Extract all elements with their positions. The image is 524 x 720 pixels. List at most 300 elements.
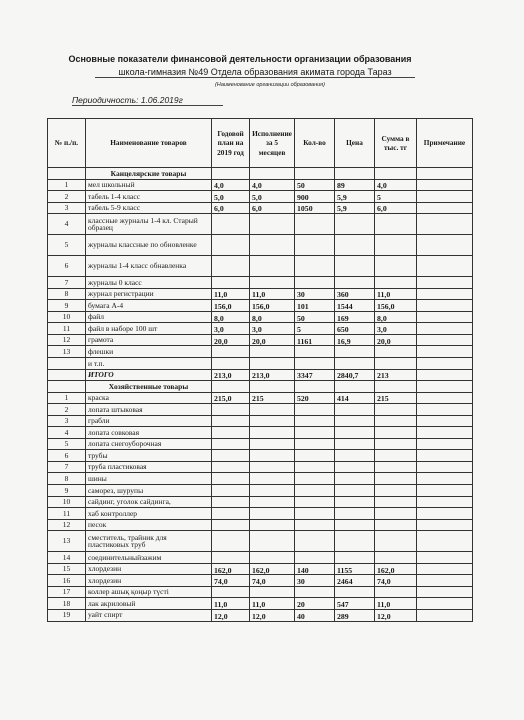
qty-value: 101 (295, 300, 335, 312)
note-value (417, 288, 473, 300)
note-value (417, 179, 473, 191)
sum-value (375, 531, 417, 552)
note-value (417, 473, 473, 485)
sum-value: 5 (375, 191, 417, 203)
item-name: лопата штыковая (86, 404, 212, 416)
qty-value: 20 (295, 598, 335, 610)
exec-value: 162,0 (250, 563, 295, 575)
exec-value: 5,0 (250, 191, 295, 203)
price-value (335, 427, 375, 439)
row-number: 9 (48, 485, 86, 497)
item-name: лопата снегоуборочная (86, 438, 212, 450)
qty-value: 900 (295, 191, 335, 203)
row-number: 9 (48, 300, 86, 312)
note-value (417, 256, 473, 277)
sum-value: 156,0 (375, 300, 417, 312)
row-number: 2 (48, 404, 86, 416)
exec-value (250, 586, 295, 598)
item-name: саморез, шурупы (86, 485, 212, 497)
plan-value: 11,0 (212, 288, 250, 300)
exec-value (250, 277, 295, 289)
table-row (48, 256, 473, 277)
exec-value (250, 256, 295, 277)
qty-value (295, 586, 335, 598)
price-value: 89 (335, 179, 375, 191)
row-number: 18 (48, 598, 86, 610)
plan-value (212, 235, 250, 256)
note-value (417, 485, 473, 497)
plan-value: 8,0 (212, 311, 250, 323)
plan-value: 11,0 (212, 598, 250, 610)
section-title: Хозяйственные товары (86, 381, 212, 393)
row-number: 3 (48, 415, 86, 427)
plan-value: 3,0 (212, 323, 250, 335)
exec-value: 6,0 (250, 202, 295, 214)
item-name: журналы 1-4 класс обнавленка (86, 256, 212, 277)
qty-value: 40 (295, 609, 335, 621)
plan-value (212, 358, 250, 370)
row-number: 4 (48, 214, 86, 235)
exec-value (250, 235, 295, 256)
table-row (48, 519, 473, 531)
plan-value: 5,0 (212, 191, 250, 203)
price-value (335, 438, 375, 450)
plan-value (212, 473, 250, 485)
section-title: Канцелярские товары (86, 168, 212, 180)
note-value (417, 311, 473, 323)
price-value: 289 (335, 609, 375, 621)
item-name: классные журналы 1-4 кл. Старый образец (86, 214, 212, 235)
plan-value: 4,0 (212, 179, 250, 191)
row-number: 7 (48, 277, 86, 289)
table-row (48, 485, 473, 497)
item-name: песок (86, 519, 212, 531)
item-name: уайт спирт (86, 609, 212, 621)
table-row (48, 461, 473, 473)
table-header-row (48, 119, 473, 168)
sum-value (375, 519, 417, 531)
sum-value (375, 415, 417, 427)
plan-value (212, 404, 250, 416)
note-value (417, 598, 473, 610)
price-value (335, 346, 375, 358)
qty-value (295, 461, 335, 473)
plan-value (212, 586, 250, 598)
row-number: 1 (48, 392, 86, 404)
row-number: 6 (48, 256, 86, 277)
row-number: 5 (48, 235, 86, 256)
row-number: 11 (48, 323, 86, 335)
table-row (48, 392, 473, 404)
item-name: шины (86, 473, 212, 485)
row-number: 12 (48, 334, 86, 346)
row-number: 10 (48, 311, 86, 323)
price-value (335, 450, 375, 462)
table-row (48, 438, 473, 450)
sum-value (375, 496, 417, 508)
price-value (335, 485, 375, 497)
table-row (48, 277, 473, 289)
exec-value (250, 496, 295, 508)
qty-value: 50 (295, 311, 335, 323)
item-name: лопата совковая (86, 427, 212, 439)
exec-value (250, 404, 295, 416)
table-row (48, 609, 473, 621)
exec-value: 11,0 (250, 288, 295, 300)
plan-value: 20,0 (212, 334, 250, 346)
row-number: 4 (48, 427, 86, 439)
plan-value: 12,0 (212, 609, 250, 621)
plan-value: 74,0 (212, 575, 250, 587)
note-value (417, 575, 473, 587)
item-name: флешки (86, 346, 212, 358)
item-name: хаб контроллер (86, 508, 212, 520)
price-value (335, 473, 375, 485)
sum-value: 8,0 (375, 311, 417, 323)
table-row (48, 496, 473, 508)
sum-value: 3,0 (375, 323, 417, 335)
row-number (48, 358, 86, 370)
price-value: 650 (335, 323, 375, 335)
financial-table (47, 118, 473, 622)
note-value (417, 609, 473, 621)
plan-value (212, 415, 250, 427)
price-value: 5,9 (335, 202, 375, 214)
qty-value: 30 (295, 288, 335, 300)
exec-value: 8,0 (250, 311, 295, 323)
sum-value (375, 473, 417, 485)
table-row (48, 404, 473, 416)
table-row (48, 288, 473, 300)
sum-value (375, 256, 417, 277)
exec-value (250, 531, 295, 552)
note-value (417, 519, 473, 531)
exec-value (250, 461, 295, 473)
exec-value (250, 473, 295, 485)
document-title: Основные показатели финансовой деятельности организации образования (68, 54, 412, 64)
note-value (417, 202, 473, 214)
sum-value: 20,0 (375, 334, 417, 346)
table-row (48, 346, 473, 358)
total-sum: 213 (375, 369, 417, 381)
plan-value: 162,0 (212, 563, 250, 575)
table-row (48, 508, 473, 520)
row-number: 10 (48, 496, 86, 508)
qty-value: 30 (295, 575, 335, 587)
exec-value (250, 415, 295, 427)
qty-value (295, 519, 335, 531)
item-name: сайдинг, уголок сайдинга, (86, 496, 212, 508)
item-name: коллер ашық қоңыр түсті (86, 586, 212, 598)
plan-value (212, 256, 250, 277)
item-name: грабли (86, 415, 212, 427)
qty-value: 140 (295, 563, 335, 575)
item-name: журнал регистрации (86, 288, 212, 300)
exec-value (250, 450, 295, 462)
row-number: 17 (48, 586, 86, 598)
item-name: и т.п. (86, 358, 212, 370)
item-name: табель 1-4 класс (86, 191, 212, 203)
plan-value (212, 531, 250, 552)
plan-value: 215,0 (212, 392, 250, 404)
plan-value (212, 346, 250, 358)
item-name: файл в наборе 100 шт (86, 323, 212, 335)
sum-value (375, 277, 417, 289)
row-number: 11 (48, 508, 86, 520)
total-note (417, 369, 473, 381)
qty-value (295, 346, 335, 358)
price-value (335, 415, 375, 427)
table-row (48, 575, 473, 587)
qty-value (295, 438, 335, 450)
note-value (417, 346, 473, 358)
item-name: трубы (86, 450, 212, 462)
exec-value (250, 438, 295, 450)
note-value (417, 563, 473, 575)
qty-value (295, 235, 335, 256)
col-header-plan: Годовой план на 2019 год (212, 119, 250, 168)
qty-value (295, 552, 335, 564)
plan-value (212, 519, 250, 531)
row-number: 13 (48, 346, 86, 358)
qty-value (295, 485, 335, 497)
item-name: сместитель, трайник для пластиковых труб (86, 531, 212, 552)
table-row (48, 552, 473, 564)
note-value (417, 415, 473, 427)
col-header-price: Цена (335, 119, 375, 168)
table-row (48, 598, 473, 610)
total-plan: 213,0 (212, 369, 250, 381)
sum-value (375, 214, 417, 235)
price-value: 414 (335, 392, 375, 404)
price-value: 1155 (335, 563, 375, 575)
exec-value: 3,0 (250, 323, 295, 335)
exec-value (250, 346, 295, 358)
price-value (335, 531, 375, 552)
price-value (335, 256, 375, 277)
row-number: 15 (48, 563, 86, 575)
table-row (48, 202, 473, 214)
plan-value: 156,0 (212, 300, 250, 312)
table-row (48, 531, 473, 552)
qty-value (295, 358, 335, 370)
row-number: 5 (48, 438, 86, 450)
price-value (335, 586, 375, 598)
exec-value: 215 (250, 392, 295, 404)
table-row (48, 334, 473, 346)
plan-value (212, 214, 250, 235)
table-row (48, 300, 473, 312)
qty-value: 5 (295, 323, 335, 335)
note-value (417, 334, 473, 346)
exec-value: 74,0 (250, 575, 295, 587)
qty-value (295, 427, 335, 439)
row-number: 2 (48, 191, 86, 203)
plan-value (212, 461, 250, 473)
qty-value (295, 496, 335, 508)
qty-value: 50 (295, 179, 335, 191)
qty-value: 1050 (295, 202, 335, 214)
total-row (48, 369, 473, 381)
section-header-row (48, 168, 473, 180)
qty-value (295, 450, 335, 462)
table-row (48, 450, 473, 462)
row-number: 16 (48, 575, 86, 587)
price-value (335, 358, 375, 370)
price-value (335, 552, 375, 564)
sum-value (375, 450, 417, 462)
sum-value: 12,0 (375, 609, 417, 621)
exec-value (250, 552, 295, 564)
plan-value (212, 438, 250, 450)
plan-value (212, 450, 250, 462)
item-name: краска (86, 392, 212, 404)
qty-value (295, 214, 335, 235)
sum-value (375, 485, 417, 497)
table-row (48, 427, 473, 439)
sum-value (375, 346, 417, 358)
sum-value: 11,0 (375, 598, 417, 610)
exec-value (250, 485, 295, 497)
col-header-exec: Исполнение за 5 месяцев (250, 119, 295, 168)
row-number: 14 (48, 552, 86, 564)
note-value (417, 438, 473, 450)
price-value: 547 (335, 598, 375, 610)
sum-value: 6,0 (375, 202, 417, 214)
exec-value (250, 508, 295, 520)
sum-value (375, 358, 417, 370)
price-value: 1544 (335, 300, 375, 312)
price-value: 360 (335, 288, 375, 300)
total-qty: 3347 (295, 369, 335, 381)
plan-value (212, 496, 250, 508)
table-row (48, 415, 473, 427)
qty-value: 1161 (295, 334, 335, 346)
sum-value (375, 438, 417, 450)
note-value (417, 450, 473, 462)
row-number: 8 (48, 288, 86, 300)
col-header-name: Наименование товаров (86, 119, 212, 168)
price-value: 5,9 (335, 191, 375, 203)
row-number: 19 (48, 609, 86, 621)
note-value (417, 300, 473, 312)
sum-value: 215 (375, 392, 417, 404)
price-value: 16,9 (335, 334, 375, 346)
price-value: 169 (335, 311, 375, 323)
exec-value: 4,0 (250, 179, 295, 191)
exec-value: 156,0 (250, 300, 295, 312)
qty-value (295, 415, 335, 427)
row-number: 8 (48, 473, 86, 485)
item-name: мел школьный (86, 179, 212, 191)
sum-value (375, 586, 417, 598)
note-value (417, 404, 473, 416)
col-header-num: № п./п. (48, 119, 86, 168)
section-header-row (48, 381, 473, 393)
table-row (48, 563, 473, 575)
exec-value (250, 358, 295, 370)
note-value (417, 461, 473, 473)
sum-value (375, 235, 417, 256)
item-name: журналы классные по обновленке (86, 235, 212, 256)
col-header-qty: Кол-во (295, 119, 335, 168)
note-value (417, 427, 473, 439)
price-value (335, 277, 375, 289)
item-name: бумага А-4 (86, 300, 212, 312)
sum-value (375, 404, 417, 416)
table-row (48, 358, 473, 370)
qty-value (295, 256, 335, 277)
table-row (48, 323, 473, 335)
col-header-note: Примечание (417, 119, 473, 168)
note-value (417, 508, 473, 520)
qty-value: 520 (295, 392, 335, 404)
sum-value (375, 427, 417, 439)
sum-value: 74,0 (375, 575, 417, 587)
note-value (417, 191, 473, 203)
item-name: хлордезин (86, 575, 212, 587)
note-value (417, 392, 473, 404)
note-value (417, 323, 473, 335)
note-value (417, 214, 473, 235)
exec-value: 12,0 (250, 609, 295, 621)
row-number (48, 369, 86, 381)
total-exec: 213,0 (250, 369, 295, 381)
row-number: 13 (48, 531, 86, 552)
plan-value (212, 485, 250, 497)
price-value (335, 214, 375, 235)
sum-value: 11,0 (375, 288, 417, 300)
exec-value: 20,0 (250, 334, 295, 346)
row-number: 6 (48, 450, 86, 462)
organization-caption: (Наименование организации образования) (215, 82, 325, 88)
qty-value (295, 277, 335, 289)
item-name: соединительныйзажим (86, 552, 212, 564)
row-number: 1 (48, 179, 86, 191)
plan-value (212, 277, 250, 289)
table-row (48, 311, 473, 323)
exec-value: 11,0 (250, 598, 295, 610)
exec-value (250, 519, 295, 531)
sum-value (375, 461, 417, 473)
plan-value (212, 427, 250, 439)
item-name: грамота (86, 334, 212, 346)
table-row (48, 179, 473, 191)
price-value (335, 496, 375, 508)
plan-value: 6,0 (212, 202, 250, 214)
item-name: лак акриловый (86, 598, 212, 610)
price-value: 2464 (335, 575, 375, 587)
qty-value (295, 404, 335, 416)
row-number: 7 (48, 461, 86, 473)
note-value (417, 235, 473, 256)
period-label: Периодичность: 1.06.2019г (72, 95, 223, 106)
total-price: 2840,7 (335, 369, 375, 381)
plan-value (212, 552, 250, 564)
table-row (48, 586, 473, 598)
item-name: хлордезин (86, 563, 212, 575)
price-value (335, 461, 375, 473)
col-header-sum: Сумма в тыс. тг (375, 119, 417, 168)
sum-value (375, 552, 417, 564)
plan-value (212, 508, 250, 520)
row-number: 3 (48, 202, 86, 214)
total-label: ИТОГО (86, 369, 212, 381)
exec-value (250, 427, 295, 439)
row-number: 12 (48, 519, 86, 531)
sum-value: 162,0 (375, 563, 417, 575)
sum-value (375, 508, 417, 520)
